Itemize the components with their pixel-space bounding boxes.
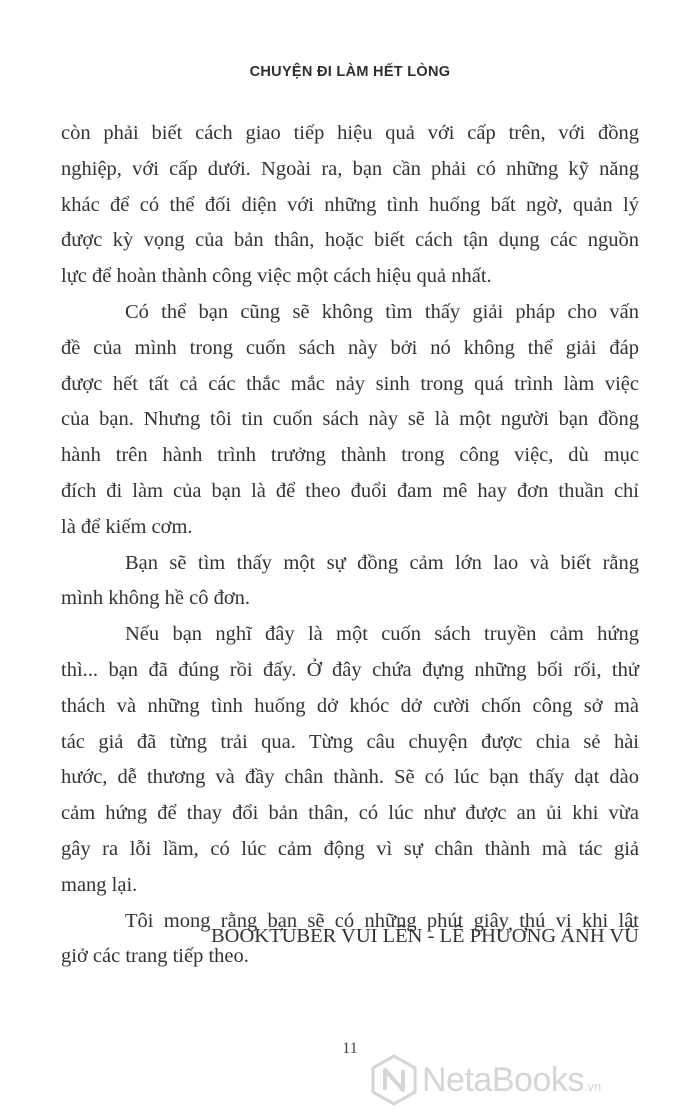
text-line: Có thể bạn cũng sẽ không tìm thấy giải pháp cho vấn bbox=[125, 300, 639, 323]
text-line: còn phải biết cách giao tiếp hiệu quả với cấp trên, với đồng bbox=[61, 122, 639, 144]
text-line: giở các trang tiếp theo. bbox=[61, 945, 249, 968]
page-number: 11 bbox=[342, 1040, 358, 1057]
text-line: cảm hứng để thay đổi bản thân, có lúc như được an ủi khi vừa bbox=[61, 802, 639, 825]
text-line: Bạn sẽ tìm thấy một sự đồng cảm lớn lao và biết rằng bbox=[125, 551, 639, 574]
author-signature: BOOKTUBER VUI LÊN - LÊ PHƯƠNG ANH VŨ bbox=[211, 925, 639, 947]
text-line: tác giả đã từng trải qua. Từng câu chuyện được chia sẻ hài bbox=[61, 730, 639, 753]
page-body bbox=[61, 116, 639, 975]
text-line: mình không hề cô đơn. bbox=[61, 587, 251, 610]
text-line: là để kiếm cơm. bbox=[61, 515, 193, 538]
running-header: CHUYỆN ĐI LÀM HẾT LÒNG bbox=[249, 64, 451, 80]
text-line: được hết tất cả các thắc mắc nảy sinh trong quá trình làm việc bbox=[61, 372, 639, 395]
text-line: hước, dễ thương và đầy chân thành. Sẽ có lúc bạn thấy dạt dào bbox=[61, 766, 639, 789]
netabooks-logo-icon bbox=[370, 1054, 418, 1106]
watermark bbox=[370, 1052, 700, 1108]
text-line: Nếu bạn nghĩ đây là một cuốn sách truyền cảm hứng bbox=[125, 623, 639, 646]
text-line: thách và những tình huống dở khóc dở cười chốn công sở mà bbox=[61, 694, 639, 717]
text-line: của bạn. Nhưng tôi tin cuốn sách này sẽ là một người bạn đồng bbox=[61, 408, 639, 431]
text-line: được kỳ vọng của bản thân, hoặc biết cách tận dụng các nguồn bbox=[61, 229, 639, 252]
text-line: đề của mình trong cuốn sách này bởi nó không thể giải đáp bbox=[61, 336, 639, 359]
text-line: Tôi mong rằng bạn sẽ có những phút giây thú vị khi lật bbox=[125, 909, 639, 932]
text-line: mang lại. bbox=[61, 873, 138, 896]
text-line: nghiệp, với cấp dưới. Ngoài ra, bạn cần phải có những kỹ năng bbox=[61, 157, 639, 180]
text-line: lực để hoàn thành công việc một cách hiệu quả nhất. bbox=[61, 265, 492, 288]
text-line: hành trên hành trình trưởng thành trong công việc, dù mục bbox=[61, 444, 639, 467]
text-line: thì... bạn đã đúng rồi đấy. Ở đây chứa đựng những bối rối, thử bbox=[61, 658, 639, 681]
watermark-text: NetaBooks.vn bbox=[422, 1060, 602, 1099]
text-line: gây ra lỗi lầm, có lúc cảm động vì sự chân thành mà tác giả bbox=[61, 837, 639, 860]
text-line: khác để có thể đối diện với những tình huống bất ngờ, quản lý bbox=[61, 193, 639, 216]
text-line: đích đi làm của bạn là để theo đuổi đam mê hay đơn thuần chỉ bbox=[61, 479, 639, 502]
